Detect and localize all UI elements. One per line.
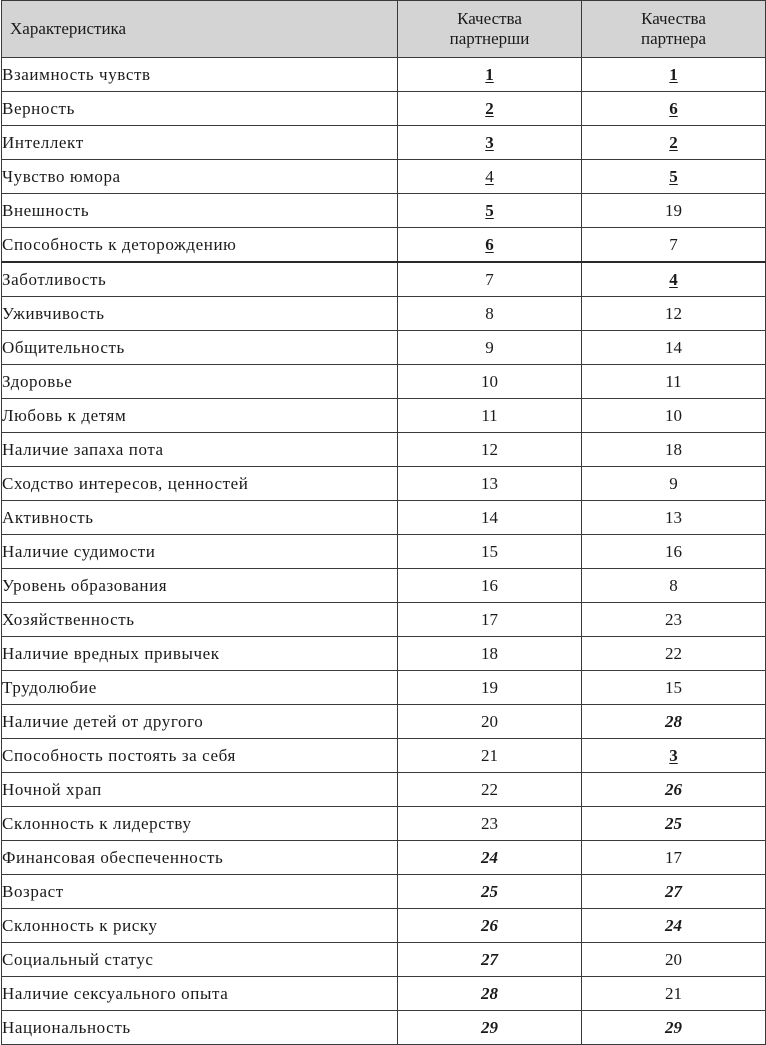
cell-female-rank xyxy=(398,841,582,875)
cell-characteristic: Здоровье xyxy=(2,365,398,399)
table-row xyxy=(2,535,766,569)
cell-male-rank xyxy=(582,739,766,773)
cell-male-rank xyxy=(582,297,766,331)
cell-male-rank xyxy=(582,160,766,194)
female-rank-value: 13 xyxy=(481,473,498,493)
table-row xyxy=(2,331,766,365)
male-rank-value: 19 xyxy=(665,200,682,220)
cell-male-rank xyxy=(582,977,766,1011)
male-rank-value: 23 xyxy=(665,609,682,629)
female-rank-value: 6 xyxy=(485,234,494,254)
cell-characteristic: Трудолюбие xyxy=(2,671,398,705)
cell-characteristic: Способность к деторождению xyxy=(2,228,398,263)
cell-female-rank xyxy=(398,126,582,160)
column-header-male-qualities-line2: партнера xyxy=(640,29,707,48)
column-header-male-qualities-line1: Качества xyxy=(641,9,706,29)
cell-male-rank xyxy=(582,194,766,228)
table-row xyxy=(2,875,766,909)
table-row xyxy=(2,297,766,331)
cell-female-rank xyxy=(398,807,582,841)
cell-characteristic: Наличие вредных привычек xyxy=(2,637,398,671)
cell-characteristic: Заботливость xyxy=(2,262,398,297)
cell-male-rank xyxy=(582,1011,766,1045)
cell-male-rank xyxy=(582,603,766,637)
cell-characteristic: Внешность xyxy=(2,194,398,228)
table-row xyxy=(2,671,766,705)
female-rank-value: 11 xyxy=(481,405,498,425)
column-header-male-qualities xyxy=(582,1,766,58)
cell-characteristic: Ночной храп xyxy=(2,773,398,807)
cell-male-rank xyxy=(582,92,766,126)
female-rank-value: 20 xyxy=(481,711,498,731)
cell-characteristic: Способность постоять за себя xyxy=(2,739,398,773)
cell-female-rank xyxy=(398,92,582,126)
cell-characteristic: Склонность к лидерству xyxy=(2,807,398,841)
cell-male-rank xyxy=(582,807,766,841)
cell-characteristic: Возраст xyxy=(2,875,398,909)
cell-female-rank xyxy=(398,194,582,228)
male-rank-value: 13 xyxy=(665,507,682,527)
cell-male-rank xyxy=(582,467,766,501)
table-row xyxy=(2,92,766,126)
cell-characteristic: Наличие запаха пота xyxy=(2,433,398,467)
cell-male-rank xyxy=(582,705,766,739)
female-rank-value: 24 xyxy=(481,847,498,867)
male-rank-value: 28 xyxy=(665,711,682,731)
female-rank-value: 15 xyxy=(481,541,498,561)
male-rank-value: 2 xyxy=(669,132,678,152)
table-row xyxy=(2,126,766,160)
male-rank-value: 14 xyxy=(665,337,682,357)
cell-male-rank xyxy=(582,671,766,705)
male-rank-value: 12 xyxy=(665,303,682,323)
cell-characteristic: Взаимность чувств xyxy=(2,58,398,92)
table-header xyxy=(2,1,766,58)
cell-male-rank xyxy=(582,909,766,943)
cell-characteristic: Наличие сексуального опыта xyxy=(2,977,398,1011)
male-rank-value: 11 xyxy=(665,371,682,391)
male-rank-value: 24 xyxy=(665,915,682,935)
male-rank-value: 21 xyxy=(665,983,682,1003)
table-row xyxy=(2,603,766,637)
table-row xyxy=(2,807,766,841)
male-rank-value: 5 xyxy=(669,166,678,186)
cell-female-rank xyxy=(398,943,582,977)
cell-female-rank xyxy=(398,501,582,535)
female-rank-value: 19 xyxy=(481,677,498,697)
table-row xyxy=(2,569,766,603)
male-rank-value: 8 xyxy=(669,575,678,595)
male-rank-value: 3 xyxy=(669,745,678,765)
table-row xyxy=(2,1011,766,1045)
table-row xyxy=(2,160,766,194)
female-rank-value: 29 xyxy=(481,1017,498,1037)
cell-female-rank xyxy=(398,228,582,263)
cell-characteristic: Верность xyxy=(2,92,398,126)
column-header-characteristic-label: Характеристика xyxy=(10,19,127,39)
table-row xyxy=(2,773,766,807)
cell-characteristic: Чувство юмора xyxy=(2,160,398,194)
table-row xyxy=(2,909,766,943)
header-row xyxy=(2,1,766,58)
column-header-female-qualities-line2: партнерши xyxy=(449,29,530,48)
cell-male-rank xyxy=(582,773,766,807)
table-row xyxy=(2,943,766,977)
cell-male-rank xyxy=(582,943,766,977)
cell-characteristic: Хозяйственность xyxy=(2,603,398,637)
column-header-female-qualities xyxy=(398,1,582,58)
female-rank-value: 23 xyxy=(481,813,498,833)
female-rank-value: 28 xyxy=(481,983,498,1003)
male-rank-value: 26 xyxy=(665,779,682,799)
cell-characteristic: Социальный статус xyxy=(2,943,398,977)
female-rank-value: 14 xyxy=(481,507,498,527)
table-row xyxy=(2,739,766,773)
table-row xyxy=(2,841,766,875)
cell-male-rank xyxy=(582,58,766,92)
cell-female-rank xyxy=(398,399,582,433)
cell-male-rank xyxy=(582,262,766,297)
table-row xyxy=(2,58,766,92)
cell-male-rank xyxy=(582,501,766,535)
table-row xyxy=(2,433,766,467)
cell-female-rank xyxy=(398,637,582,671)
female-rank-value: 2 xyxy=(485,98,494,118)
cell-characteristic: Наличие судимости xyxy=(2,535,398,569)
cell-male-rank xyxy=(582,365,766,399)
cell-female-rank xyxy=(398,331,582,365)
male-rank-value: 6 xyxy=(669,98,678,118)
cell-characteristic: Финансовая обеспеченность xyxy=(2,841,398,875)
cell-female-rank xyxy=(398,773,582,807)
male-rank-value: 27 xyxy=(665,881,682,901)
cell-female-rank xyxy=(398,467,582,501)
cell-female-rank xyxy=(398,875,582,909)
cell-characteristic: Интеллект xyxy=(2,126,398,160)
cell-male-rank xyxy=(582,433,766,467)
female-rank-value: 25 xyxy=(481,881,498,901)
cell-male-rank xyxy=(582,126,766,160)
cell-female-rank xyxy=(398,569,582,603)
column-header-characteristic xyxy=(2,1,398,58)
cell-male-rank xyxy=(582,875,766,909)
cell-characteristic: Национальность xyxy=(2,1011,398,1045)
cell-characteristic: Общительность xyxy=(2,331,398,365)
female-rank-value: 10 xyxy=(481,371,498,391)
cell-characteristic: Уживчивость xyxy=(2,297,398,331)
cell-female-rank xyxy=(398,58,582,92)
male-rank-value: 10 xyxy=(665,405,682,425)
cell-female-rank xyxy=(398,297,582,331)
female-rank-value: 1 xyxy=(485,64,494,84)
cell-male-rank xyxy=(582,569,766,603)
female-rank-value: 12 xyxy=(481,439,498,459)
male-rank-value: 17 xyxy=(665,847,682,867)
male-rank-value: 7 xyxy=(669,234,678,254)
column-header-female-qualities-line1: Качества xyxy=(457,9,522,29)
cell-female-rank xyxy=(398,977,582,1011)
cell-male-rank xyxy=(582,399,766,433)
table-row xyxy=(2,467,766,501)
cell-female-rank xyxy=(398,433,582,467)
cell-female-rank xyxy=(398,909,582,943)
male-rank-value: 20 xyxy=(665,949,682,969)
cell-male-rank xyxy=(582,535,766,569)
table-row xyxy=(2,365,766,399)
cell-female-rank xyxy=(398,705,582,739)
table-row xyxy=(2,228,766,263)
table-row xyxy=(2,637,766,671)
table-row xyxy=(2,194,766,228)
male-rank-value: 18 xyxy=(665,439,682,459)
female-rank-value: 18 xyxy=(481,643,498,663)
cell-female-rank xyxy=(398,535,582,569)
female-rank-value: 5 xyxy=(485,200,494,220)
table-row xyxy=(2,705,766,739)
table-row xyxy=(2,262,766,297)
female-rank-value: 3 xyxy=(485,132,494,152)
cell-female-rank xyxy=(398,603,582,637)
female-rank-value: 27 xyxy=(481,949,498,969)
table-row xyxy=(2,977,766,1011)
male-rank-value: 15 xyxy=(665,677,682,697)
male-rank-value: 22 xyxy=(665,643,682,663)
cell-male-rank xyxy=(582,331,766,365)
cell-female-rank xyxy=(398,262,582,297)
male-rank-value: 29 xyxy=(665,1017,682,1037)
male-rank-value: 25 xyxy=(665,813,682,833)
cell-characteristic: Склонность к риску xyxy=(2,909,398,943)
cell-characteristic: Активность xyxy=(2,501,398,535)
cell-male-rank xyxy=(582,841,766,875)
male-rank-value: 1 xyxy=(669,64,678,84)
cell-female-rank xyxy=(398,365,582,399)
cell-female-rank xyxy=(398,160,582,194)
table-row xyxy=(2,501,766,535)
female-rank-value: 16 xyxy=(481,575,498,595)
male-rank-value: 16 xyxy=(665,541,682,561)
male-rank-value: 9 xyxy=(669,473,678,493)
table-row xyxy=(2,399,766,433)
cell-female-rank xyxy=(398,1011,582,1045)
female-rank-value: 9 xyxy=(485,337,494,357)
cell-characteristic: Уровень образования xyxy=(2,569,398,603)
female-rank-value: 7 xyxy=(485,269,494,289)
female-rank-value: 21 xyxy=(481,745,498,765)
female-rank-value: 8 xyxy=(485,303,494,323)
cell-characteristic: Сходство интересов, ценностей xyxy=(2,467,398,501)
cell-male-rank xyxy=(582,228,766,263)
cell-characteristic: Любовь к детям xyxy=(2,399,398,433)
female-rank-value: 17 xyxy=(481,609,498,629)
female-rank-value: 4 xyxy=(485,166,494,186)
cell-characteristic: Наличие детей от другого xyxy=(2,705,398,739)
cell-female-rank xyxy=(398,671,582,705)
female-rank-value: 26 xyxy=(481,915,498,935)
male-rank-value: 4 xyxy=(669,269,678,289)
partner-qualities-table xyxy=(1,0,766,1045)
female-rank-value: 22 xyxy=(481,779,498,799)
cell-male-rank xyxy=(582,637,766,671)
cell-female-rank xyxy=(398,739,582,773)
table-body xyxy=(2,58,766,1045)
